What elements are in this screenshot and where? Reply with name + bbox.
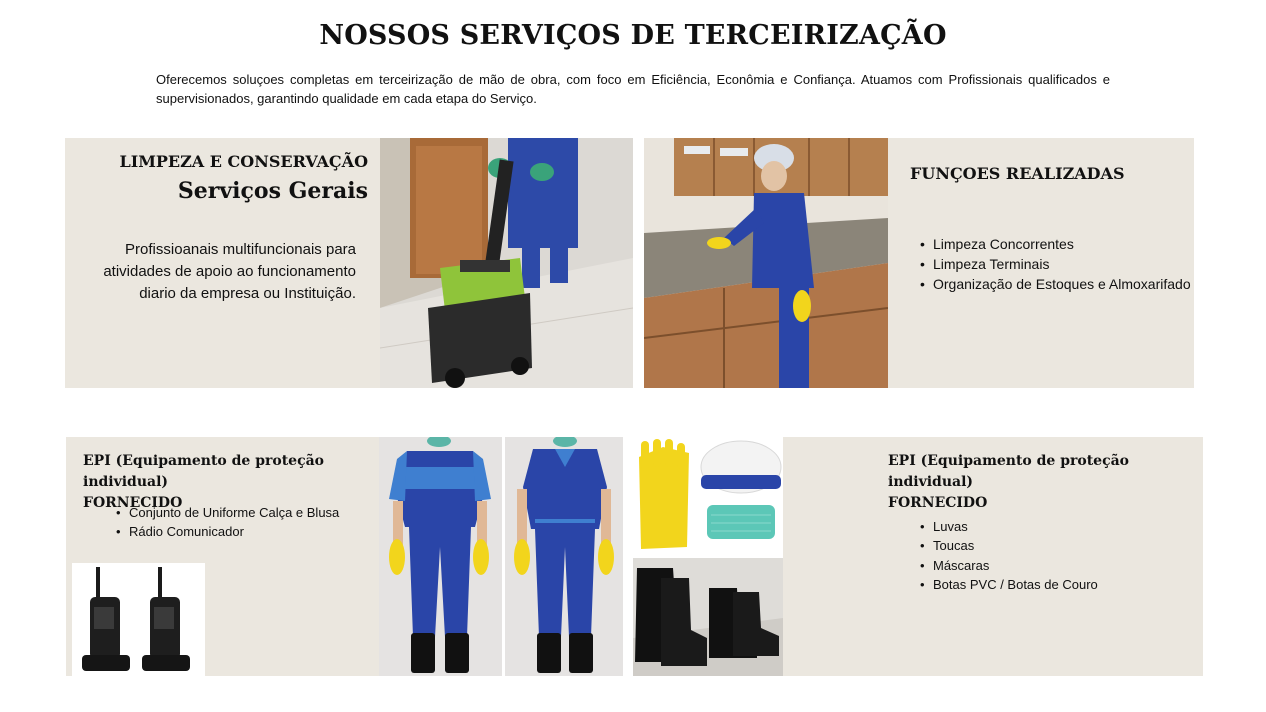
service-description: Profissioanais multifuncionais para atividades de apoio ao funcionamento diario da empresa ou Instituição. <box>103 241 356 302</box>
list-item: • Organização de Estoques e Almoxarifado <box>920 274 1191 294</box>
functions-panel <box>888 138 1194 388</box>
list-item: • Rádio Comunicador <box>116 522 339 541</box>
list-item: • Limpeza Concorrentes <box>920 234 1191 254</box>
list-item: • Limpeza Terminais <box>920 254 1191 274</box>
intro-paragraph: Oferecemos soluçoes completas em terceirização de mão de obra, com foco em Eficiência, Econômia e Confiança. Atuamos com Profissionais qualificados e supervisionados, garantindo qualidade em cada etapa do Serviço. <box>156 72 1110 106</box>
epi-accessories-heading <box>888 451 1203 514</box>
counter-cleaning-photo <box>644 138 888 388</box>
gloves-cap-mask-photo <box>633 437 783 556</box>
list-item: • Conjunto de Uniforme Calça e Blusa <box>116 503 339 522</box>
radio-communicator-photo <box>72 563 205 676</box>
functions-heading: FUNÇOES REALIZADAS <box>910 164 1125 183</box>
boots-photo <box>633 558 783 676</box>
uniform-front-photo <box>379 437 502 676</box>
service-panel <box>65 138 380 388</box>
functions-list <box>920 234 1191 294</box>
page-title: NOSSOS SERVIÇOS DE TERCEIRIZAÇÃO <box>319 20 947 51</box>
service-name: Serviços Gerais <box>177 178 368 204</box>
epi-accessories-list <box>920 517 1098 594</box>
epi-accessories-heading-line2: FORNECIDO <box>888 495 988 511</box>
list-item: • Toucas <box>920 536 1098 555</box>
epi-uniform-heading-line1: EPI (Equipamento de proteção individual) <box>83 453 325 490</box>
epi-accessories-heading-line1: EPI (Equipamento de proteção individual) <box>888 453 1130 490</box>
epi-accessories-panel <box>783 437 1203 676</box>
list-item: • Máscaras <box>920 556 1098 575</box>
list-item: • Luvas <box>920 517 1098 536</box>
list-item: • Botas PVC / Botas de Couro <box>920 575 1098 594</box>
floor-scrubber-photo <box>380 138 633 388</box>
uniform-scrubs-photo <box>505 437 623 676</box>
service-section-title: LIMPEZA E CONSERVAÇÃO <box>119 152 368 171</box>
epi-uniform-heading-line2: FORNECIDO <box>83 495 183 511</box>
epi-uniform-list <box>116 503 339 541</box>
